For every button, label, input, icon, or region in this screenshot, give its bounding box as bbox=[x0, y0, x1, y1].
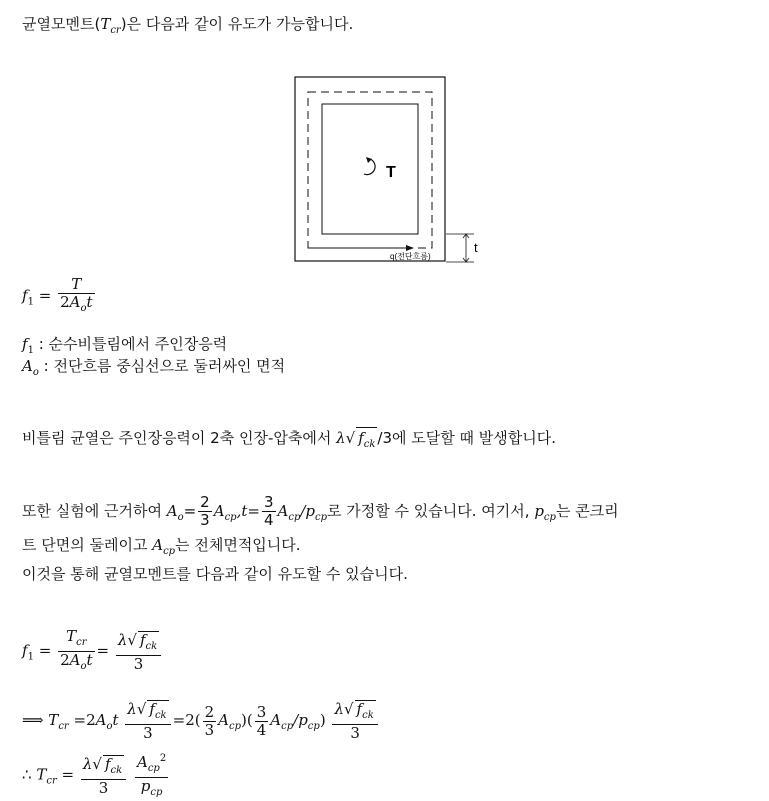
eq3: ⟹ $T_{cr} =2A_ot$ $\frac{\lambda√ f_{ck}}{3}$ =2( $\frac{2}{3}$ $A_{cp}$)( $\frac{3}{4}$ $A_{cp}/p_{cp}$) $\frac{\lambda√ f_{ck}}{3}$ bbox=[22, 700, 380, 742]
inner-boundary bbox=[322, 104, 418, 234]
eq2: $f_1$ = $\frac{T_{cr}}{2A_ot}$ = $\frac{\lambda√ f_{ck}}{3}$ bbox=[22, 628, 163, 675]
eq1: $f_1$ = $\frac{T}{2A_ot}$ bbox=[22, 276, 97, 317]
torque-label: T bbox=[386, 164, 396, 181]
torsion-section-figure bbox=[294, 76, 484, 270]
assumption-line-2: 트 단면의 둘레이고 $A_{cp}$는 전체면적입니다. bbox=[22, 536, 301, 557]
shear-flow-path bbox=[308, 92, 432, 248]
shear-flow-arrow-icon bbox=[406, 245, 414, 251]
intro-symbol: $T_{cr}$ bbox=[100, 15, 121, 36]
outer-boundary bbox=[295, 77, 445, 261]
crack-condition-text: 비틀림 균열은 주인장응력이 2축 인장-압축에서 λ√ $f_{ck}$ /3에 도달할 때 발생합니다. bbox=[22, 427, 556, 455]
intro-line bbox=[22, 14, 353, 41]
def-f1: $f_1$ : 순수비틀림에서 주인장응력 bbox=[22, 335, 228, 356]
intro-text-after: )은 다음과 같이 유도가 가능합니다. bbox=[120, 15, 354, 33]
assumption-line-1: 또한 실험에 근거하여 $A_o=$ $\frac{2}{3}$ $A_{cp},t=$ $\frac{3}{4}$ $A_{cp}/p_{cp}$로 가정할 수 있습니다. 여기서, $p_{cp}$는 콘크리 bbox=[22, 493, 619, 529]
thickness-label: t bbox=[474, 240, 478, 255]
intro-text-before: 균열모멘트( bbox=[22, 15, 101, 33]
eq1-fraction: $\frac{T}{2A_ot}$ bbox=[60, 275, 93, 314]
eq4: ∴ $T_{cr}$ = $\frac{\lambda√ f_{ck}}{3}$ $\frac{A_{cp}^2}{p_{cp}}$ bbox=[22, 750, 170, 801]
shear-flow-label: q(전단흐름) bbox=[390, 252, 431, 261]
def-Ao: $A_o$ : 전단흐름 중심선으로 둘러싸인 면적 bbox=[22, 357, 286, 378]
derive-intro: 이것을 통해 균열모멘트를 다음과 같이 유도할 수 있습니다. bbox=[22, 565, 408, 583]
section-diagram bbox=[294, 76, 484, 266]
